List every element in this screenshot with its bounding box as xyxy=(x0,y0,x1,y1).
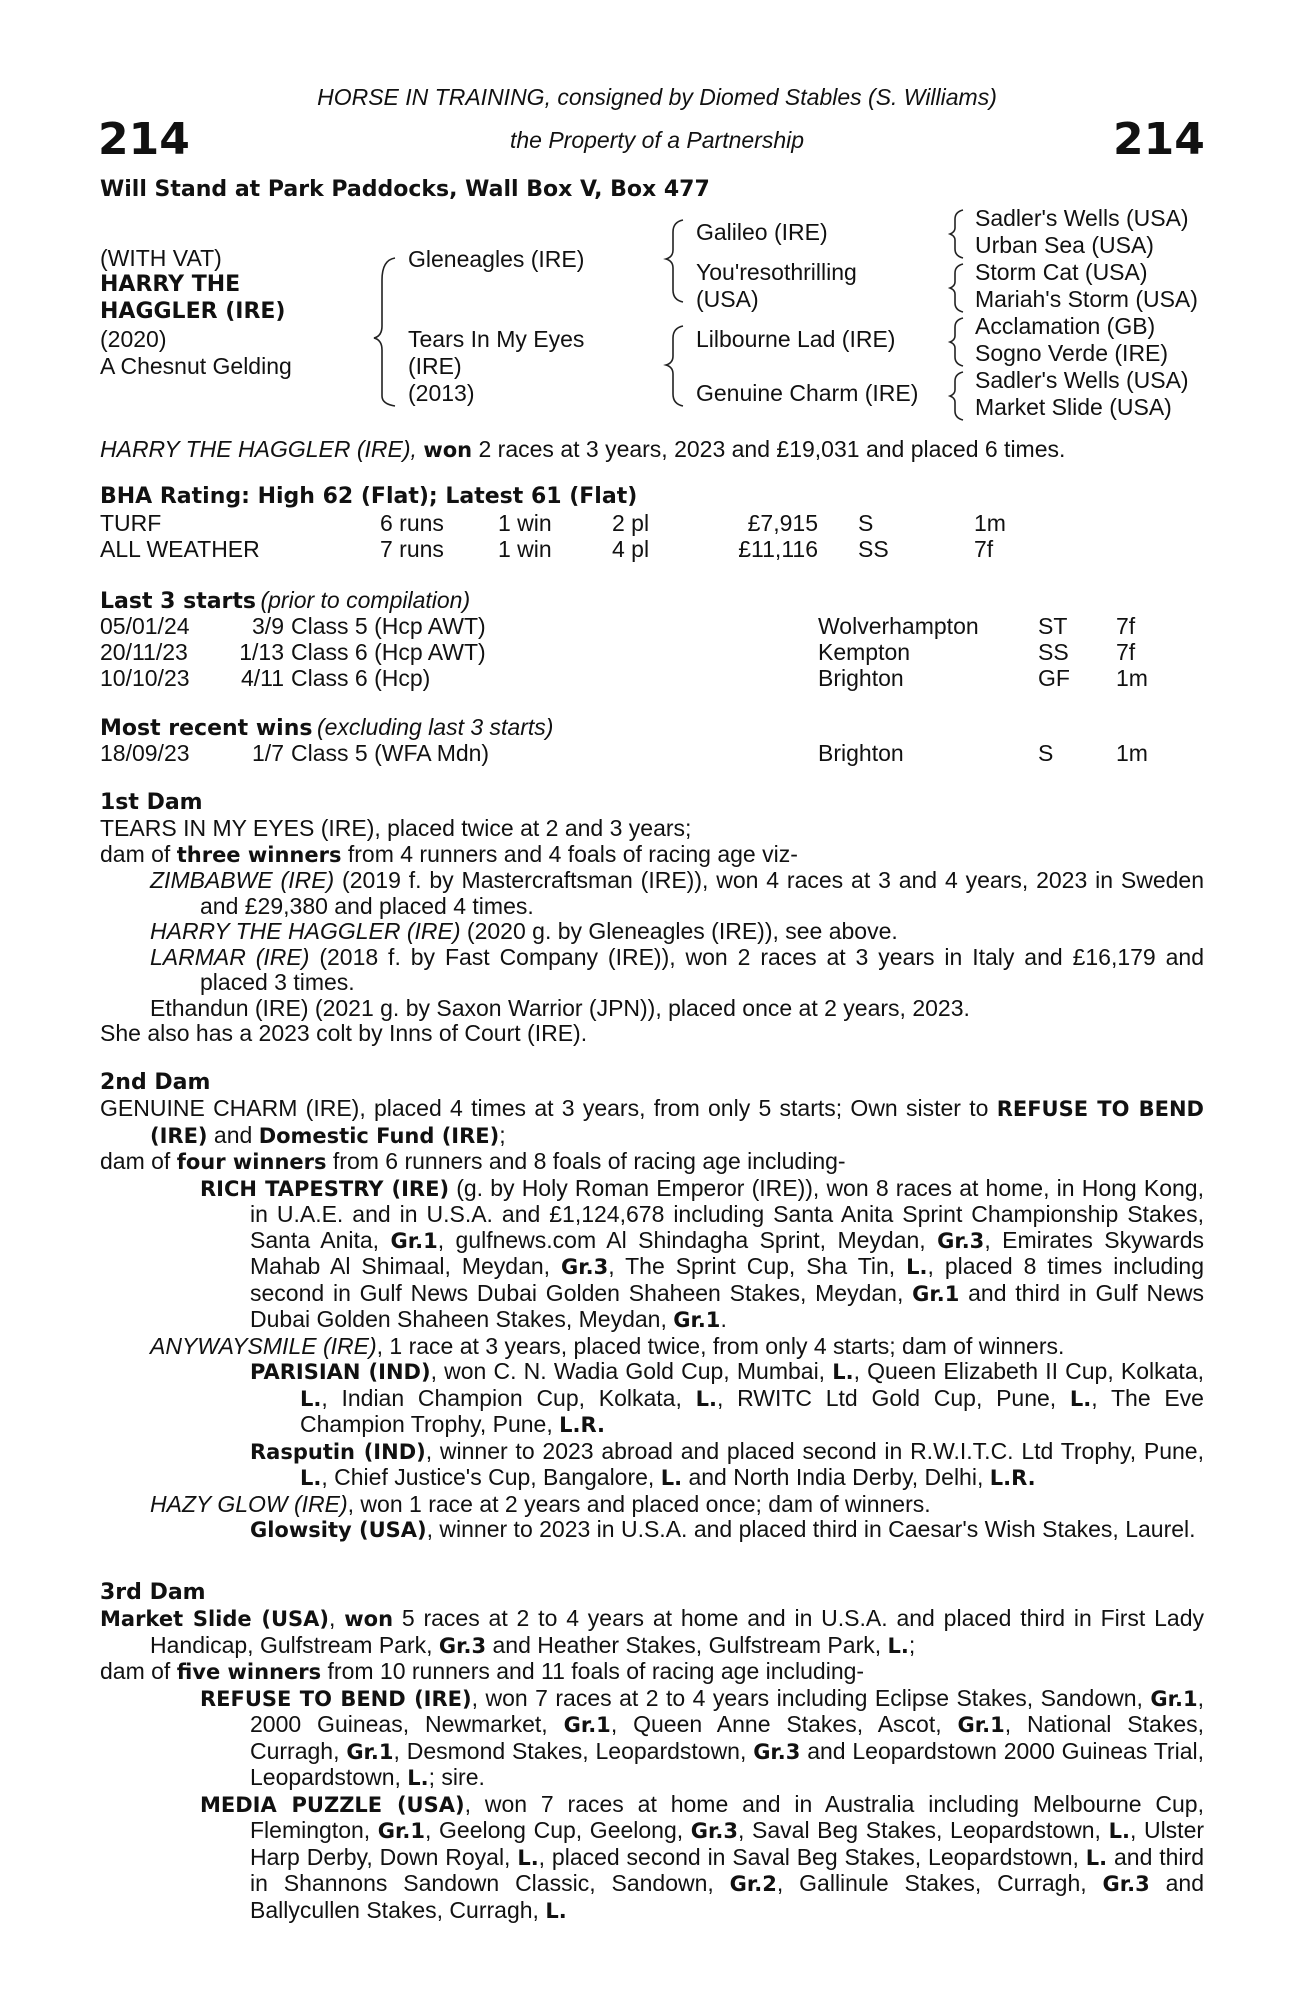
start-going: SS xyxy=(1038,639,1069,665)
rating-wins: 1 win xyxy=(498,510,552,536)
start-distance: 1m xyxy=(1116,665,1148,691)
recent-wins-title: Most recent wins xyxy=(100,716,313,741)
third-dam-line: Market Slide (USA), won 5 races at 2 to 4 years at home and in U.S.A. and placed third in First Lady Handicap, Gulfstream Park, Gr.3 and Heather Stakes, Gulfstream Park, L.; xyxy=(100,1605,1204,1658)
start-course: Brighton xyxy=(818,665,904,691)
first-dam-entry: Ethandun (IRE) (2021 g. by Saxon Warrior (JPN)), placed once at 2 years, 2023. xyxy=(150,994,970,1021)
rating-going: SS xyxy=(858,536,889,562)
start-date: 10/10/23 xyxy=(100,665,190,691)
gg-1: Sadler's Wells (USA) xyxy=(975,205,1189,231)
start-course: Wolverhampton xyxy=(818,613,979,639)
win-date: 18/09/23 xyxy=(100,740,190,766)
start-position: 3/9 xyxy=(252,613,284,639)
dam-sire-name: Lilbourne Lad (IRE) xyxy=(696,326,896,352)
third-dam-entry: MEDIA PUZZLE (USA), won 7 races at home and in Australia including Melbourne Cup, Flemington, Gr.1, Geelong Cup, Geelong, Gr.3, Saval Beg Stakes, Leopardstown, L., Ulster Harp Derby, Down Royal, L., placed second in Saval Beg Stakes, Leopardstown, L. and third in Shannons Sandown Classic, Sandown, Gr.2, Gallinule Stakes, Curragh, Gr.3 and Ballycullen Stakes, Curragh, L. xyxy=(200,1790,1205,1923)
first-dam-line: TEARS IN MY EYES (IRE), placed twice at 2 and 3 years; xyxy=(100,815,692,841)
gg-5: Acclamation (GB) xyxy=(975,313,1156,339)
first-dam-title: 1st Dam xyxy=(100,790,203,815)
lot-number-left: 214 xyxy=(98,114,190,165)
first-dam-entry: ZIMBABWE (IRE) (2019 f. by Mastercraftsman (IRE)), won 4 races at 3 and 4 years, 2023 in Sweden and £29,380 and placed 4 times. xyxy=(150,867,1204,919)
property-line: the Property of a Partnership xyxy=(509,127,805,153)
horse-year: (2020) xyxy=(100,326,167,352)
gg-2: Urban Sea (USA) xyxy=(975,232,1154,258)
last-starts-heading xyxy=(100,587,470,615)
brace-sire xyxy=(666,220,683,302)
sire-dam-name-line2: (USA) xyxy=(696,286,759,312)
third-dam-entry: REFUSE TO BEND (IRE), won 7 races at 2 to 4 years including Eclipse Stakes, Sandown, Gr.1, 2000 Guineas, Newmarket, Gr.1, Queen Anne Stakes, Ascot, Gr.1, National Stakes, Curragh, Gr.1, Desmond Stakes, Leopardstown, Gr.3 and Leopardstown 2000 Guineas Trial, Leopardstown, L.; sire. xyxy=(200,1684,1205,1790)
second-dam-line: GENUINE CHARM (IRE), placed 4 times at 3 years, from only 5 starts; Own sister to REFUSE TO BEND (IRE) and Domestic Fund (IRE); xyxy=(100,1095,1204,1148)
second-dam-subentry: PARISIAN (IND), won C. N. Wadia Gold Cup, Mumbai, L., Queen Elizabeth II Cup, Kolkata, L., Indian Champion Cup, Kolkata, L., RWITC Ltd Gold Cup, Pune, L., The Eve Champion Trophy, Pune, L.R. xyxy=(250,1358,1205,1437)
start-going: ST xyxy=(1038,613,1068,639)
second-dam-section xyxy=(100,1070,1204,1544)
first-dam-entry: HARRY THE HAGGLER (IRE) (2020 g. by Gleneagles (IRE)), see above. xyxy=(150,918,898,944)
second-dam-entry: HAZY GLOW (IRE), won 1 race at 2 years and placed once; dam of winners. xyxy=(150,1490,931,1517)
dam-name-line3: (2013) xyxy=(408,380,475,406)
race-summary xyxy=(100,436,1065,463)
rating-wins: 1 win xyxy=(498,536,552,562)
recent-wins-heading xyxy=(100,714,553,742)
start-date: 05/01/24 xyxy=(100,613,190,639)
win-position: 1/7 xyxy=(252,740,284,766)
second-dam-subentry: Glowsity (USA), winner to 2023 in U.S.A. and placed third in Caesar's Wish Stakes, Laurel. xyxy=(250,1516,1196,1542)
dam-name-line1: Tears In My Eyes xyxy=(408,326,585,352)
second-dam-produce-intro: dam of four winners from 6 runners and 8 foals of racing age including- xyxy=(100,1148,846,1174)
rating-placed: 2 pl xyxy=(612,510,650,536)
start-position: 4/11 xyxy=(240,665,284,691)
start-race: Class 6 (Hcp AWT) xyxy=(291,639,486,665)
start-going: GF xyxy=(1038,665,1070,691)
brace-gg78 xyxy=(950,372,963,420)
horse-description: A Chesnut Gelding xyxy=(100,353,292,379)
vat-note: (WITH VAT) xyxy=(100,245,222,271)
rating-runs: 6 runs xyxy=(380,510,444,536)
start-race: Class 6 (Hcp) xyxy=(291,665,431,691)
dam-name-line2: (IRE) xyxy=(408,353,462,379)
brace-gen1 xyxy=(374,258,395,406)
win-race: Class 5 (WFA Mdn) xyxy=(291,740,490,766)
first-dam-produce-intro: dam of three winners from 4 runners and 4 foals of racing age viz- xyxy=(100,840,798,867)
second-dam-title: 2nd Dam xyxy=(100,1070,211,1095)
start-course: Kempton xyxy=(818,639,911,665)
brace-gg34 xyxy=(950,264,963,312)
summary-horse-name: HARRY THE HAGGLER (IRE), xyxy=(100,436,417,462)
horse-name-line2: HAGGLER (IRE) xyxy=(100,299,286,324)
rating-prize: £11,116 xyxy=(738,536,818,562)
brace-gg56 xyxy=(950,318,963,366)
first-dam-note: She also has a 2023 colt by Inns of Court (IRE). xyxy=(100,1020,588,1046)
start-distance: 7f xyxy=(1116,639,1136,665)
gg-6: Sogno Verde (IRE) xyxy=(975,340,1169,366)
bha-rating-title: BHA Rating: High 62 (Flat); Latest 61 (Flat) xyxy=(100,484,638,509)
start-distance: 7f xyxy=(1116,613,1136,639)
second-dam-entry: ANYWAYSMILE (IRE), 1 race at 3 years, placed twice, from only 4 starts; dam of winners. xyxy=(150,1332,1065,1359)
brace-dam xyxy=(666,326,683,406)
consignor-line: HORSE IN TRAINING, consigned by Diomed Stables (S. Williams) xyxy=(317,84,997,110)
brace-gg12 xyxy=(950,210,963,258)
lot-number-right: 214 xyxy=(1113,114,1205,165)
first-dam-entry: LARMAR (IRE) (2018 f. by Fast Company (IRE)), won 2 races at 3 years in Italy and £16,179 and placed 3 times. xyxy=(150,943,1204,995)
win-distance: 1m xyxy=(1116,740,1148,766)
win-going: S xyxy=(1038,740,1054,766)
gg-7: Sadler's Wells (USA) xyxy=(975,367,1189,393)
start-position: 1/13 xyxy=(239,639,284,665)
dam-dam-name: Genuine Charm (IRE) xyxy=(696,380,919,406)
recent-wins-subtitle: (excluding last 3 starts) xyxy=(316,714,554,740)
rating-runs: 7 runs xyxy=(380,536,444,562)
rating-going: S xyxy=(858,510,874,536)
last-starts-title: Last 3 starts xyxy=(100,589,257,614)
summary-rest: 2 races at 3 years, 2023 and £19,031 and placed 6 times. xyxy=(472,436,1066,462)
sire-sire-name: Galileo (IRE) xyxy=(696,219,828,245)
gg-4: Mariah's Storm (USA) xyxy=(975,286,1198,312)
rating-surface: ALL WEATHER xyxy=(100,536,260,562)
start-race: Class 5 (Hcp AWT) xyxy=(291,613,486,639)
rating-surface: TURF xyxy=(100,510,162,536)
sire-dam-name-line1: You'resothrilling xyxy=(696,259,857,285)
second-dam-subentry: Rasputin (IND), winner to 2023 abroad and placed second in R.W.I.T.C. Ltd Trophy, Pune, L., Chief Justice's Cup, Bangalore, L. and North India Derby, Delhi, L.R. xyxy=(250,1437,1204,1490)
sire-name: Gleneagles (IRE) xyxy=(408,246,585,272)
rating-distance: 7f xyxy=(974,536,994,562)
win-course: Brighton xyxy=(818,740,904,766)
third-dam-title: 3rd Dam xyxy=(100,1580,206,1605)
first-dam-section xyxy=(100,790,1204,1047)
last-starts-subtitle: (prior to compilation) xyxy=(260,587,471,613)
rating-distance: 1m xyxy=(974,510,1006,536)
rating-placed: 4 pl xyxy=(612,536,650,562)
gg-8: Market Slide (USA) xyxy=(975,394,1172,420)
third-dam-produce-intro: dam of five winners from 10 runners and 11 foals of racing age including- xyxy=(100,1658,865,1684)
horse-name-line1: HARRY THE xyxy=(100,272,241,297)
third-dam-section xyxy=(100,1580,1204,1924)
start-date: 20/11/23 xyxy=(100,639,188,665)
stand-location: Will Stand at Park Paddocks, Wall Box V, Box 477 xyxy=(100,177,710,202)
summary-won: won xyxy=(423,438,473,462)
rating-prize: £7,915 xyxy=(747,510,818,536)
gg-3: Storm Cat (USA) xyxy=(975,259,1148,285)
second-dam-entry: RICH TAPESTRY (IRE) (g. by Holy Roman Emperor (IRE)), won 8 races at home, in Hong Kong, in U.A.E. and in U.S.A. and £1,124,678 including Santa Anita Sprint Championship Stakes, Santa Anita, Gr.1, gulfnews.com Al Shindagha Sprint, Meydan, Gr.3, Emirates Skywards Mahab Al Shimaal, Meydan, Gr.3, The Sprint Cup, Sha Tin, L., placed 8 times including second in Gulf News Dubai Golden Shaheen Stakes, Meydan, Gr.1 and third in Gulf News Dubai Golden Shaheen Stakes, Meydan, Gr.1. xyxy=(200,1174,1204,1332)
